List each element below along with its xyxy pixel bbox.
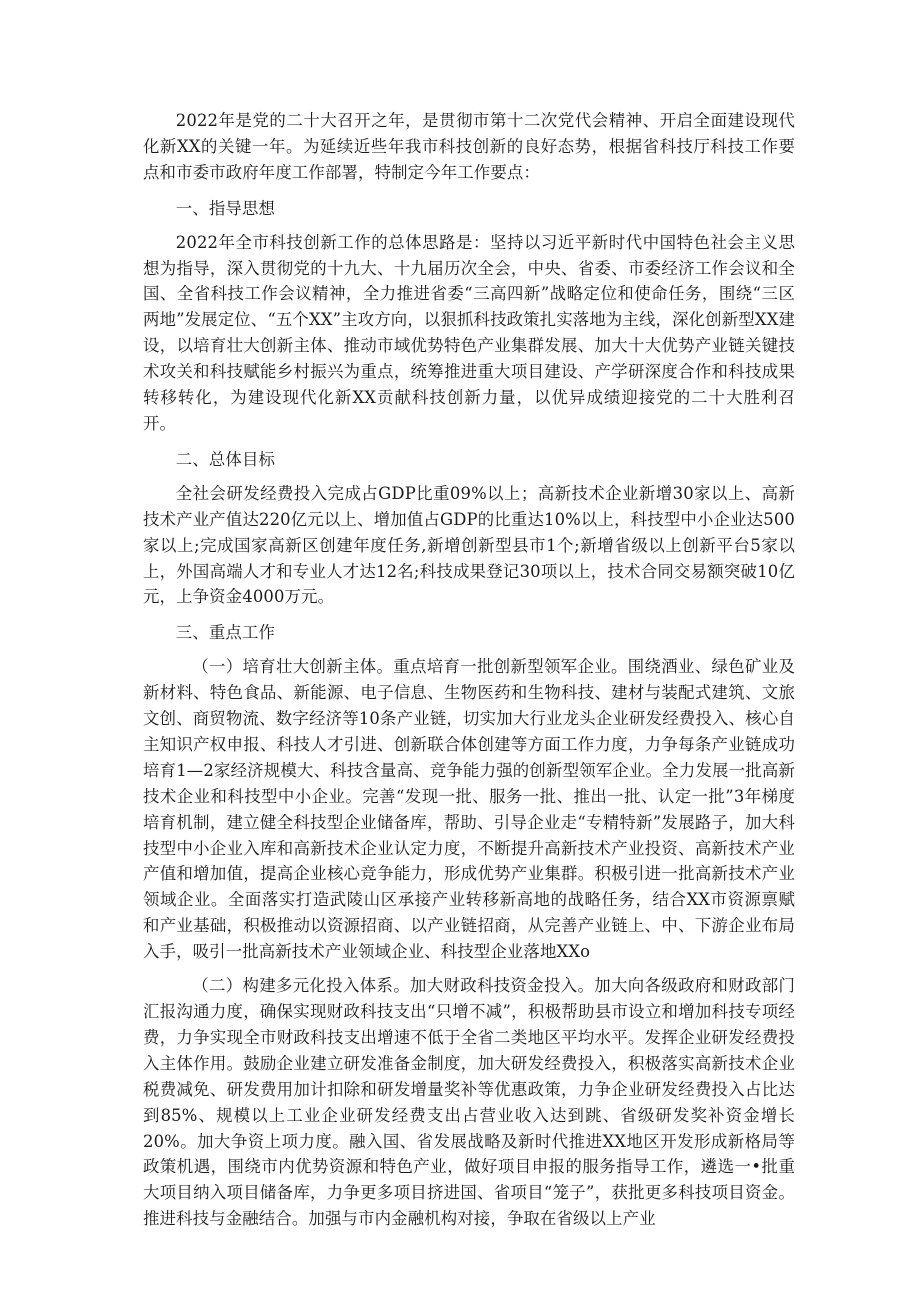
document-page bbox=[143, 108, 795, 1232]
section-heading-overall-goals: 二、总体目标 bbox=[175, 449, 276, 469]
key-work-item-1: （一）培育壮大创新主体。重点培育一批创新型领军企业。围绕酒业、绿色矿业及新材料、特色食品、新能源、电子信息、生物医药和生物科技、建材与装配式建筑、文旅文创、商贸物流、数字经济等10条产业链，切实加大行业龙头企业研发经费投入、核心自主知识产权申报、科技人才引进、创新联合体创建等方面工作力度，力争每条产业链成功培育1—2家经济规模大、科技含量高、竞争能力强的创新型领军企业。全力发展一批高新技术企业和科技型中小企业。完善“发现一批、服务一批、推出一批、认定一批”3年梯度培育机制，建立健全科技型企业储备库，帮助、引导企业走“专精特新”发展路子，加大科技型中小企业入库和高新技术企业认定力度，不断提升高新技术产业投资、高新技术产业产值和增加值，提高企业核心竞争能力，形成优势产业集群。积极引进一批高新技术产业领域企业。全面落实打造武陵山区承接产业转移新高地的战略任务，结合XX市资源禀赋和产业基础，积极推动以资源招商、以产业链招商，从完善产业链上、中、下游企业布局入手，吸引一批高新技术产业领域企业、科技型企业落地XXo bbox=[143, 657, 795, 962]
intro-paragraph: 2022年是党的二十大召开之年，是贯彻市第十二次党代会精神、开启全面建设现代化新XX的关键一年。为延续近些年我市科技创新的良好态势，根据省科技厅科技工作要点和市委市政府年度工作部署，特制定今年工作要点： bbox=[143, 111, 795, 182]
section-heading-key-work: 三、重点工作 bbox=[175, 623, 276, 643]
section-heading-guiding-thought: 一、指导思想 bbox=[175, 198, 276, 218]
key-work-item-2: （二）构建多元化投入体系。加大财政科技资金投入。加大向各级政府和财政部门汇报沟通力度，确保实现财政科技支出“只增不减”，积极帮助县市设立和增加科技专项经费，力争实现全市财政科技支出增速不低于全省二类地区平均水平。发挥企业研发经费投入主体作用。鼓励企业建立研发准备金制度，加大研发经费投入，积极落实高新技术企业税费减免、研发费用加计扣除和研发增量奖补等优惠政策，力争企业研发经费投入占比达到85%、规模以上工业企业研发经费支出占营业收入达到跳、省级研发奖补资金增长20%。加大争资上项力度。融入国、省发展战略及新时代推进XX地区开发形成新格局等政策机遇，围绕市内优势资源和特色产业，做好项目申报的服务指导工作，遴选一•批重大项目纳入项目储备库，力争更多项目挤进国、省项目“笼子”，获批更多科技项目资金。推进科技与金融结合。加强与市内金融机构对接，争取在省级以上产业 bbox=[143, 976, 795, 1229]
overall-goals-paragraph: 全社会研发经费投入完成占GDP比重09%以上；高新技术企业新增30家以上、高新技术产业产值达220亿元以上、增加值占GDP的比重达10%以上，科技型中小企业达500家以上;完成国家高新区创建年度任务,新增创新型县市1个;新增省级以上创新平台5家以上，外国高端人才和专业人才达12名;科技成果登记30项以上，技术合同交易额突破10亿元，上争资金4000万元。 bbox=[143, 483, 795, 607]
guiding-thought-paragraph: 2022年全市科技创新工作的总体思路是：坚持以习近平新时代中国特色社会主义思想为指导，深入贯彻党的十九大、十九届历次全会，中央、省委、市委经济工作会议和全国、全省科技工作会议精神，全力推进省委“三高四新”战略定位和使命任务，围绕“三区两地”发展定位、“五个XX”主攻方向，以狠抓科技政策扎实落地为主线，深化创新型XX建设，以培育壮大创新主体、推动市域优势特色产业集群发展、加大十大优势产业链关键技术攻关和科技赋能乡村振兴为重点，统筹推进重大项目建设、产学研深度合作和科技成果转移转化，为建设现代化新XX贡献科技创新力量，以优异成绩迎接党的二十大胜利召开。 bbox=[143, 232, 795, 433]
